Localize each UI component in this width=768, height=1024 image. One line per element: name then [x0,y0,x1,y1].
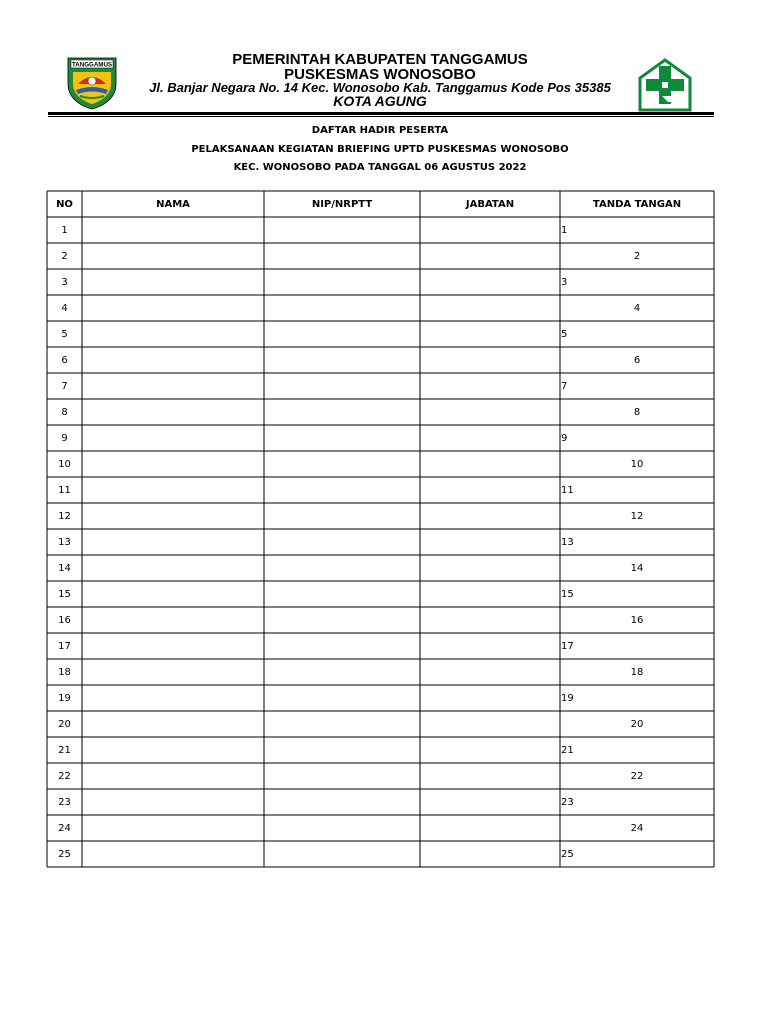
emblem-text: TANGGAMUS [71,61,113,69]
signature-slot-number: 20 [630,719,644,730]
column-header-no: NO [56,199,73,210]
row-number: 8 [61,407,68,418]
row-number: 14 [58,563,71,574]
column-header-nip: NIP/NRPTT [311,199,373,210]
row-number: 11 [58,485,71,496]
row-number: 23 [58,797,71,808]
signature-slot-number: 23 [561,797,574,808]
header-address-line: Jl. Banjar Negara No. 14 Kec. Wonosobo Kab. Tanggamus Kode Pos 35385 [149,80,611,95]
row-number: 7 [61,381,68,392]
row-number: 9 [61,433,68,444]
header-city-line: KOTA AGUNG [333,93,427,109]
row-number: 19 [58,693,71,704]
row-number: 16 [58,615,71,626]
row-number: 25 [58,849,71,860]
signature-slot-number: 24 [630,823,644,834]
header-institution-line: PUSKESMAS WONOSOBO [284,66,476,83]
document-date-line: KEC. WONOSOBO PADA TANGGAL 06 AGUSTUS 2022 [233,162,527,173]
column-header-jabatan: JABATAN [465,199,515,210]
signature-slot-number: 21 [561,745,574,756]
signature-slot-number: 11 [561,485,574,496]
signature-slot-number: 15 [561,589,574,600]
row-number: 10 [58,459,71,470]
document-subtitle: PELAKSANAAN KEGIATAN BRIEFING UPTD PUSKESMAS WONOSOBO [191,144,569,155]
row-number: 15 [58,589,71,600]
signature-slot-number: 13 [561,537,574,548]
signature-slot-number: 4 [633,303,641,314]
signature-slot-number: 18 [630,667,644,678]
row-number: 22 [58,771,71,782]
signature-slot-number: 7 [561,381,568,392]
row-number: 5 [61,329,68,340]
signature-slot-number: 1 [561,225,568,236]
signature-slot-number: 10 [630,459,644,470]
signature-slot-number: 5 [561,329,568,340]
signature-slot-number: 16 [630,615,644,626]
signature-slot-number: 3 [561,277,568,288]
row-number: 6 [61,355,68,366]
signature-slot-number: 17 [561,641,574,652]
signature-slot-number: 2 [633,251,641,262]
row-number: 3 [61,277,68,288]
signature-slot-number: 6 [633,355,641,366]
row-number: 4 [61,303,68,314]
row-number: 20 [58,719,71,730]
row-number: 13 [58,537,71,548]
signature-slot-number: 14 [630,563,644,574]
signature-slot-number: 9 [561,433,568,444]
document-title: DAFTAR HADIR PESERTA [311,125,449,136]
header-government-line: PEMERINTAH KABUPATEN TANGGAMUS [232,51,528,68]
row-number: 17 [58,641,71,652]
row-number: 24 [58,823,71,834]
signature-slot-number: 12 [630,511,644,522]
row-number: 18 [58,667,71,678]
row-number: 2 [61,251,68,262]
row-number: 12 [58,511,71,522]
signature-slot-number: 19 [561,693,574,704]
column-header-nama: NAMA [156,199,190,210]
row-number: 21 [58,745,71,756]
signature-slot-number: 22 [630,771,644,782]
signature-slot-number: 8 [633,407,641,418]
signature-slot-number: 25 [561,849,574,860]
column-header-tanda-tangan: TANDA TANGAN [592,199,682,210]
row-number: 1 [61,225,68,236]
